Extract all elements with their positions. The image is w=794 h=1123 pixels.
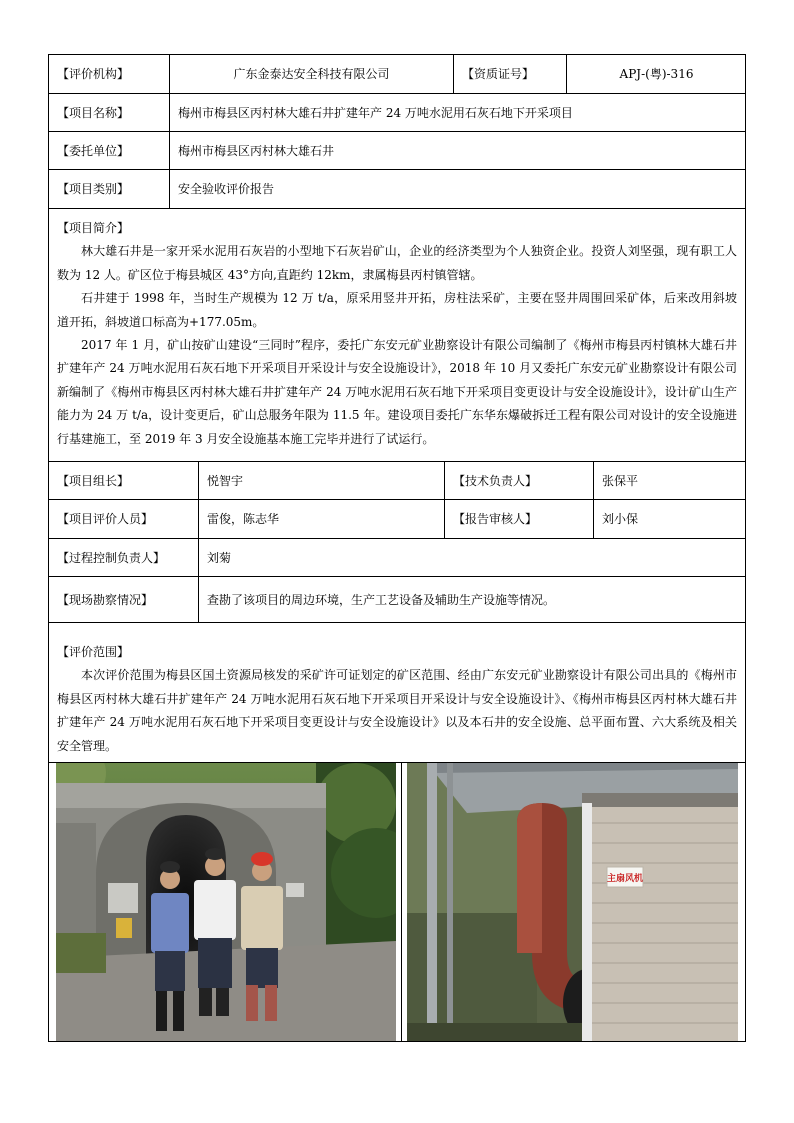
tunnel-entrance-photo <box>56 763 396 1041</box>
leader-value: 悦智宇 <box>198 462 444 499</box>
project-type-value: 安全验收评价报告 <box>169 170 746 208</box>
tech-lead-label: 【技术负责人】 <box>444 462 593 499</box>
intro-section <box>49 209 745 462</box>
main-fan-sign: 主扇风机 <box>606 874 644 884</box>
row-site-survey <box>49 577 745 623</box>
intro-paragraph: 2017 年 1 月，矿山按矿山建设“三同时”程序，委托广东安元矿业勘察设计有限公司编制了《梅州市梅县丙村镇林大雄石井扩建年产 24 万吨水泥用石灰石地下开采项目开采设计与安全设施设计》，2018 年 10 月又委托广东安元矿业勘察设计有限公司新编制了《梅州市梅县区丙村林大雄石井扩建年产 24 万吨水泥用石灰石地下开采项目变更设计与安全设施设计》，设计矿山生产能力为 24 万 t/a，设计变更后，矿山总服务年限为 11.5 年。建设项目委托广东华东爆破拆迁工程有限公司对设计的安全设施进行基建施工，至 2019 年 3 月安全设施基本施工完毕并进行了试运行。 <box>57 338 737 446</box>
leader-label: 【项目组长】 <box>57 473 130 488</box>
project-type-label: 【项目类别】 <box>57 182 130 196</box>
members-label: 【项目评价人员】 <box>57 512 154 526</box>
photos-section <box>49 763 745 1043</box>
scope-heading: 【评价范围】 <box>57 645 130 659</box>
process-value: 刘菊 <box>198 539 746 576</box>
client-label: 【委托单位】 <box>57 143 130 158</box>
process-label: 【过程控制负责人】 <box>57 550 166 565</box>
project-name-label: 【项目名称】 <box>57 105 130 120</box>
scope-text: 本次评价范围为梅县区国土资源局核发的采矿许可证划定的矿区范围、经由广东安元矿业勘察设计有限公司出具的《梅州市梅县区丙村林大雄石井扩建年产 24 万吨水泥用石灰石地下开采项目开采设计与安全设施设计》、《梅州市梅县区丙村林大雄石井扩建年产 24 万吨水泥用石灰石地下开采项目变更设计与安全设施设计》以及本石井的安全设施、总平面布置、六大系统及相关安全管理。 <box>57 668 737 753</box>
org-value: 广东金泰达安全科技有限公司 <box>169 55 453 93</box>
row-project-type <box>49 170 745 209</box>
scope-section <box>49 623 745 763</box>
client-value: 梅州市梅县区丙村林大雄石井 <box>169 132 746 169</box>
report-form <box>48 54 746 1042</box>
cert-label: 【资质证号】 <box>453 55 566 93</box>
row-organization <box>49 55 745 94</box>
cert-value: APJ-(粤)-316 <box>566 55 746 93</box>
row-leader <box>49 462 745 500</box>
photo-divider <box>401 763 402 1041</box>
survey-value: 查勘了该项目的周边环境，生产工艺设备及辅助生产设施等情况。 <box>198 577 746 622</box>
row-project-name <box>49 94 745 132</box>
project-name-value: 梅州市梅县区丙村林大雄石井扩建年产 24 万吨水泥用石灰石地下开采项目 <box>169 94 746 131</box>
reviewer-label: 【报告审核人】 <box>444 500 593 538</box>
main-fan-photo <box>407 763 738 1041</box>
org-label: 【评价机构】 <box>57 67 130 81</box>
row-process-control <box>49 539 745 577</box>
reviewer-value: 刘小保 <box>593 500 746 538</box>
survey-label: 【现场勘察情况】 <box>57 592 154 607</box>
row-client <box>49 132 745 170</box>
intro-paragraph: 石井建于 1998 年，当时生产规模为 12 万 t/a，原采用竖井开拓，房柱法采矿，主要在竖井周围回采矿体，后来改用斜坡道开拓，斜坡道口标高为+177.05m。 <box>57 291 737 329</box>
members-value: 雷俊，陈志华 <box>198 500 444 538</box>
row-members <box>49 500 745 539</box>
intro-paragraph: 林大雄石井是一家开采水泥用石灰岩的小型地下石灰岩矿山，企业的经济类型为个人独资企业。投资人刘坚强，现有职工人数为 12 人。矿区位于梅县城区 43°方向,直距约 12km，隶属梅县丙村镇管辖。 <box>57 244 737 282</box>
intro-heading: 【项目简介】 <box>57 221 130 235</box>
tech-lead-value: 张保平 <box>593 462 746 499</box>
